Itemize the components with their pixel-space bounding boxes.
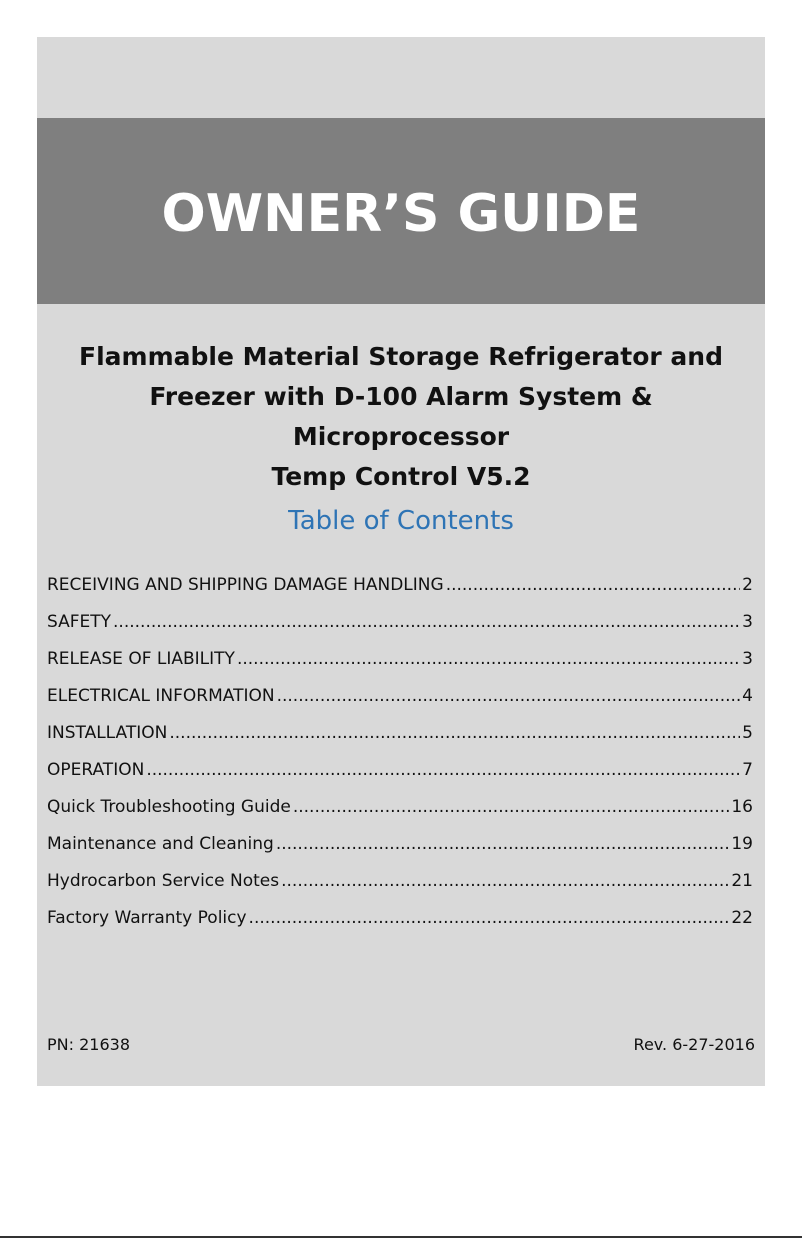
toc-entry-page: 3 — [742, 649, 753, 669]
toc-entry-label: Maintenance and Cleaning — [47, 834, 274, 854]
toc-entry-label: ELECTRICAL INFORMATION — [47, 686, 275, 706]
toc-entry[interactable] — [47, 686, 753, 723]
toc-entry[interactable] — [47, 908, 753, 945]
toc-entry[interactable] — [47, 760, 753, 797]
toc-dot-leader — [281, 871, 729, 891]
cover-page — [37, 37, 765, 1086]
toc-entry-label: OPERATION — [47, 760, 145, 780]
toc-dot-leader — [249, 908, 730, 928]
toc-entry-page: 7 — [742, 760, 753, 780]
toc-entry-page: 5 — [742, 723, 753, 743]
toc-entry-page: 2 — [742, 575, 753, 595]
toc-entry-page: 21 — [731, 871, 753, 891]
toc-dot-leader — [293, 797, 730, 817]
title-banner — [37, 118, 765, 304]
toc-entry-label: INSTALLATION — [47, 723, 168, 743]
toc-entry[interactable] — [47, 834, 753, 871]
cover-footer — [47, 1035, 755, 1054]
revision-date: Rev. 6-27-2016 — [633, 1035, 755, 1054]
toc-dot-leader — [169, 723, 740, 743]
toc-entry[interactable] — [47, 723, 753, 760]
toc-entry[interactable] — [47, 871, 753, 908]
toc-entry-label: RECEIVING AND SHIPPING DAMAGE HANDLING — [47, 575, 444, 595]
toc-entry-page: 4 — [742, 686, 753, 706]
document-subtitle: Flammable Material Storage Refrigerator and Freezer with D-100 Alarm System & Microprocessor Temp Control V5.2 — [79, 342, 723, 491]
toc-entry-page: 19 — [731, 834, 753, 854]
toc-dot-leader — [276, 834, 730, 854]
toc-entry-label: Factory Warranty Policy — [47, 908, 247, 928]
toc-entry-label: Hydrocarbon Service Notes — [47, 871, 280, 891]
toc-entry-page: 3 — [742, 612, 753, 632]
part-number: PN: 21638 — [47, 1035, 130, 1054]
table-of-contents — [47, 575, 753, 945]
toc-dot-leader — [113, 612, 740, 632]
toc-entry[interactable] — [47, 575, 753, 612]
toc-dot-leader — [277, 686, 741, 706]
document-title: OWNER’S GUIDE — [161, 184, 641, 244]
page-bottom-divider — [0, 1236, 802, 1238]
toc-entry[interactable] — [47, 797, 753, 834]
toc-entry-label: RELEASE OF LIABILITY — [47, 649, 235, 669]
toc-entry-page: 16 — [731, 797, 753, 817]
toc-dot-leader — [146, 760, 740, 780]
toc-entry[interactable] — [47, 649, 753, 686]
toc-entry-label: Quick Troubleshooting Guide — [47, 797, 291, 817]
toc-entry[interactable] — [47, 612, 753, 649]
toc-dot-leader — [237, 649, 740, 669]
toc-dot-leader — [446, 575, 740, 595]
toc-heading: Table of Contents — [288, 506, 514, 536]
toc-entry-page: 22 — [731, 908, 753, 928]
toc-entry-label: SAFETY — [47, 612, 112, 632]
